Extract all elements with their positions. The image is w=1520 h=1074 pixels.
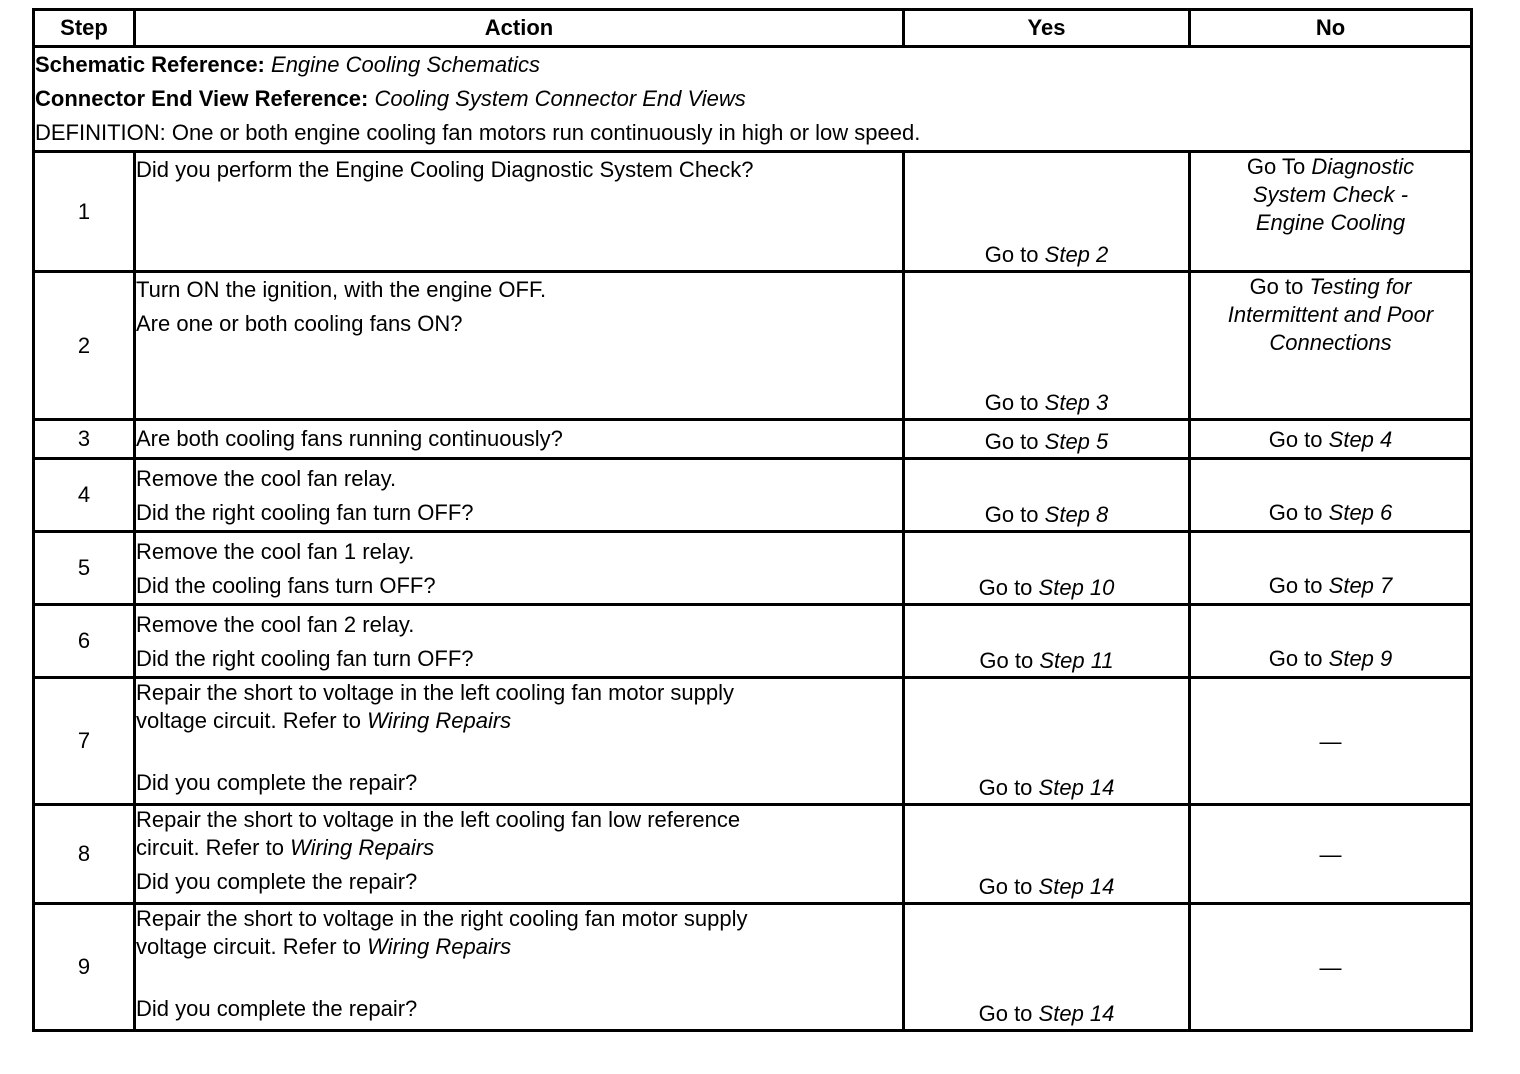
no-cell[interactable] [1190, 152, 1472, 272]
no-cell [1190, 805, 1472, 904]
header-row [34, 10, 1472, 47]
connector-reference-label: Connector End View Reference: [35, 86, 369, 111]
yes-cell[interactable] [904, 152, 1190, 272]
no-target-link-cont[interactable]: Connections [1269, 330, 1392, 355]
action-question: Did you complete the repair? [136, 996, 418, 1021]
no-action-dash: — [1319, 841, 1342, 867]
go-to-label: Go to [984, 390, 1039, 415]
action-question: Did the cooling fans turn OFF? [136, 573, 436, 598]
connector-reference [35, 82, 1470, 116]
action-question: Are one or both cooling fans ON? [136, 311, 463, 336]
action-cell [135, 805, 904, 904]
step-number: 1 [34, 152, 135, 272]
no-cell [1190, 904, 1472, 1031]
action-text: Remove the cool fan relay. [136, 466, 397, 491]
table-row [34, 420, 1472, 459]
table-row [34, 272, 1472, 420]
action-text: Repair the short to voltage in the right cooling fan motor supply [136, 906, 748, 931]
action-text-cont: circuit. Refer to [136, 835, 284, 860]
action-text: Remove the cool fan 1 relay. [136, 539, 415, 564]
go-to-label: Go to [1268, 426, 1323, 452]
schematic-reference-link[interactable]: Engine Cooling Schematics [271, 52, 541, 77]
action-question: Did the right cooling fan turn OFF? [136, 646, 474, 671]
no-cell[interactable] [1190, 605, 1472, 678]
step-number: 3 [34, 420, 135, 459]
step-number: 2 [34, 272, 135, 420]
reference-row [34, 47, 1472, 152]
reference-cell [34, 47, 1472, 152]
no-target-link[interactable]: Step 9 [1328, 646, 1393, 671]
action-text: Remove the cool fan 2 relay. [136, 612, 415, 637]
table-row [34, 152, 1472, 272]
yes-cell[interactable] [904, 420, 1190, 459]
connector-reference-link[interactable]: Cooling System Connector End Views [374, 86, 746, 111]
action-text: Did you perform the Engine Cooling Diagnostic System Check? [136, 157, 754, 182]
action-question: Did you complete the repair? [136, 770, 418, 795]
step-number: 4 [34, 459, 135, 532]
header-no: No [1190, 10, 1472, 47]
yes-cell[interactable] [904, 272, 1190, 420]
action-question: Did the right cooling fan turn OFF? [136, 500, 474, 525]
action-text: Repair the short to voltage in the left cooling fan motor supply [136, 680, 735, 705]
yes-target-link[interactable]: Step 10 [1038, 575, 1115, 600]
step-number: 8 [34, 805, 135, 904]
action-cell [135, 152, 904, 272]
header-action: Action [135, 10, 904, 47]
go-to-label: Go to [984, 502, 1039, 527]
table-row [34, 605, 1472, 678]
action-cell [135, 904, 904, 1031]
no-prefix: Go to [1249, 274, 1304, 299]
yes-target-link[interactable]: Step 5 [1044, 429, 1109, 454]
no-action-dash: — [1319, 954, 1342, 980]
yes-cell[interactable] [904, 805, 1190, 904]
go-to-label: Go to [1268, 646, 1323, 671]
yes-target-link[interactable]: Step 14 [1038, 874, 1115, 899]
table-row [34, 904, 1472, 1031]
go-to-label: Go to [984, 429, 1039, 454]
no-prefix: Go To [1246, 154, 1306, 179]
header-yes: Yes [904, 10, 1190, 47]
yes-cell[interactable] [904, 678, 1190, 805]
go-to-label: Go to [1268, 500, 1323, 525]
no-cell[interactable] [1190, 459, 1472, 532]
go-to-label: Go to [978, 775, 1033, 800]
go-to-label: Go to [978, 874, 1033, 899]
table-row [34, 459, 1472, 532]
action-question: Are both cooling fans running continuously? [136, 426, 563, 451]
yes-cell[interactable] [904, 459, 1190, 532]
yes-cell[interactable] [904, 532, 1190, 605]
action-cell [135, 678, 904, 805]
go-to-label: Go to [979, 648, 1034, 673]
step-number: 5 [34, 532, 135, 605]
action-cell [135, 272, 904, 420]
table-row [34, 805, 1472, 904]
header-step: Step [34, 10, 135, 47]
action-question: Did you complete the repair? [136, 869, 418, 894]
action-text-cont: voltage circuit. Refer to [136, 934, 361, 959]
yes-target-link[interactable]: Step 14 [1038, 1001, 1115, 1026]
go-to-label: Go to [978, 575, 1033, 600]
schematic-reference [35, 48, 1470, 82]
yes-cell[interactable] [904, 904, 1190, 1031]
no-target-link[interactable]: Step 6 [1328, 500, 1393, 525]
go-to-label: Go to [1268, 573, 1323, 598]
schematic-reference-label: Schematic Reference: [35, 52, 265, 77]
action-cell [135, 532, 904, 605]
yes-target-link[interactable]: Step 3 [1044, 390, 1109, 415]
go-to-label: Go to [984, 242, 1039, 267]
go-to-label: Go to [978, 1001, 1033, 1026]
no-target-link-cont[interactable]: Engine Cooling [1255, 210, 1406, 235]
yes-target-link[interactable]: Step 8 [1044, 502, 1109, 527]
no-cell[interactable] [1190, 272, 1472, 420]
no-target-link[interactable]: Diagnostic [1311, 154, 1415, 179]
yes-cell[interactable] [904, 605, 1190, 678]
no-cell [1190, 678, 1472, 805]
action-text-cont: voltage circuit. Refer to [136, 708, 361, 733]
no-target-link[interactable]: Testing for [1309, 274, 1412, 299]
wiring-repairs-link[interactable]: Wiring Repairs [290, 835, 435, 860]
yes-target-link[interactable]: Step 14 [1038, 775, 1115, 800]
yes-target-link[interactable]: Step 2 [1044, 242, 1109, 267]
step-number: 7 [34, 678, 135, 805]
table-row [34, 532, 1472, 605]
wiring-repairs-link[interactable]: Wiring Repairs [367, 934, 512, 959]
action-cell [135, 459, 904, 532]
no-cell[interactable] [1190, 420, 1472, 459]
step-number: 9 [34, 904, 135, 1031]
table-row [34, 678, 1472, 805]
no-target-link[interactable]: Step 7 [1328, 573, 1393, 598]
no-cell[interactable] [1190, 532, 1472, 605]
step-number: 6 [34, 605, 135, 678]
action-cell [135, 420, 904, 459]
no-action-dash: — [1319, 728, 1342, 754]
definition-text: DEFINITION: One or both engine cooling fan motors run continuously in high or low speed. [35, 120, 921, 145]
action-cell [135, 605, 904, 678]
action-text: Repair the short to voltage in the left cooling fan low reference [136, 807, 741, 832]
wiring-repairs-link[interactable]: Wiring Repairs [367, 708, 512, 733]
no-target-link-cont[interactable]: Intermittent and Poor [1227, 302, 1434, 327]
action-text: Turn ON the ignition, with the engine OFF. [136, 277, 547, 302]
no-target-link[interactable]: Step 4 [1328, 426, 1393, 452]
diagnostic-table [32, 8, 1473, 1032]
no-target-link-cont[interactable]: System Check - [1252, 182, 1409, 207]
yes-target-link[interactable]: Step 11 [1039, 648, 1114, 673]
